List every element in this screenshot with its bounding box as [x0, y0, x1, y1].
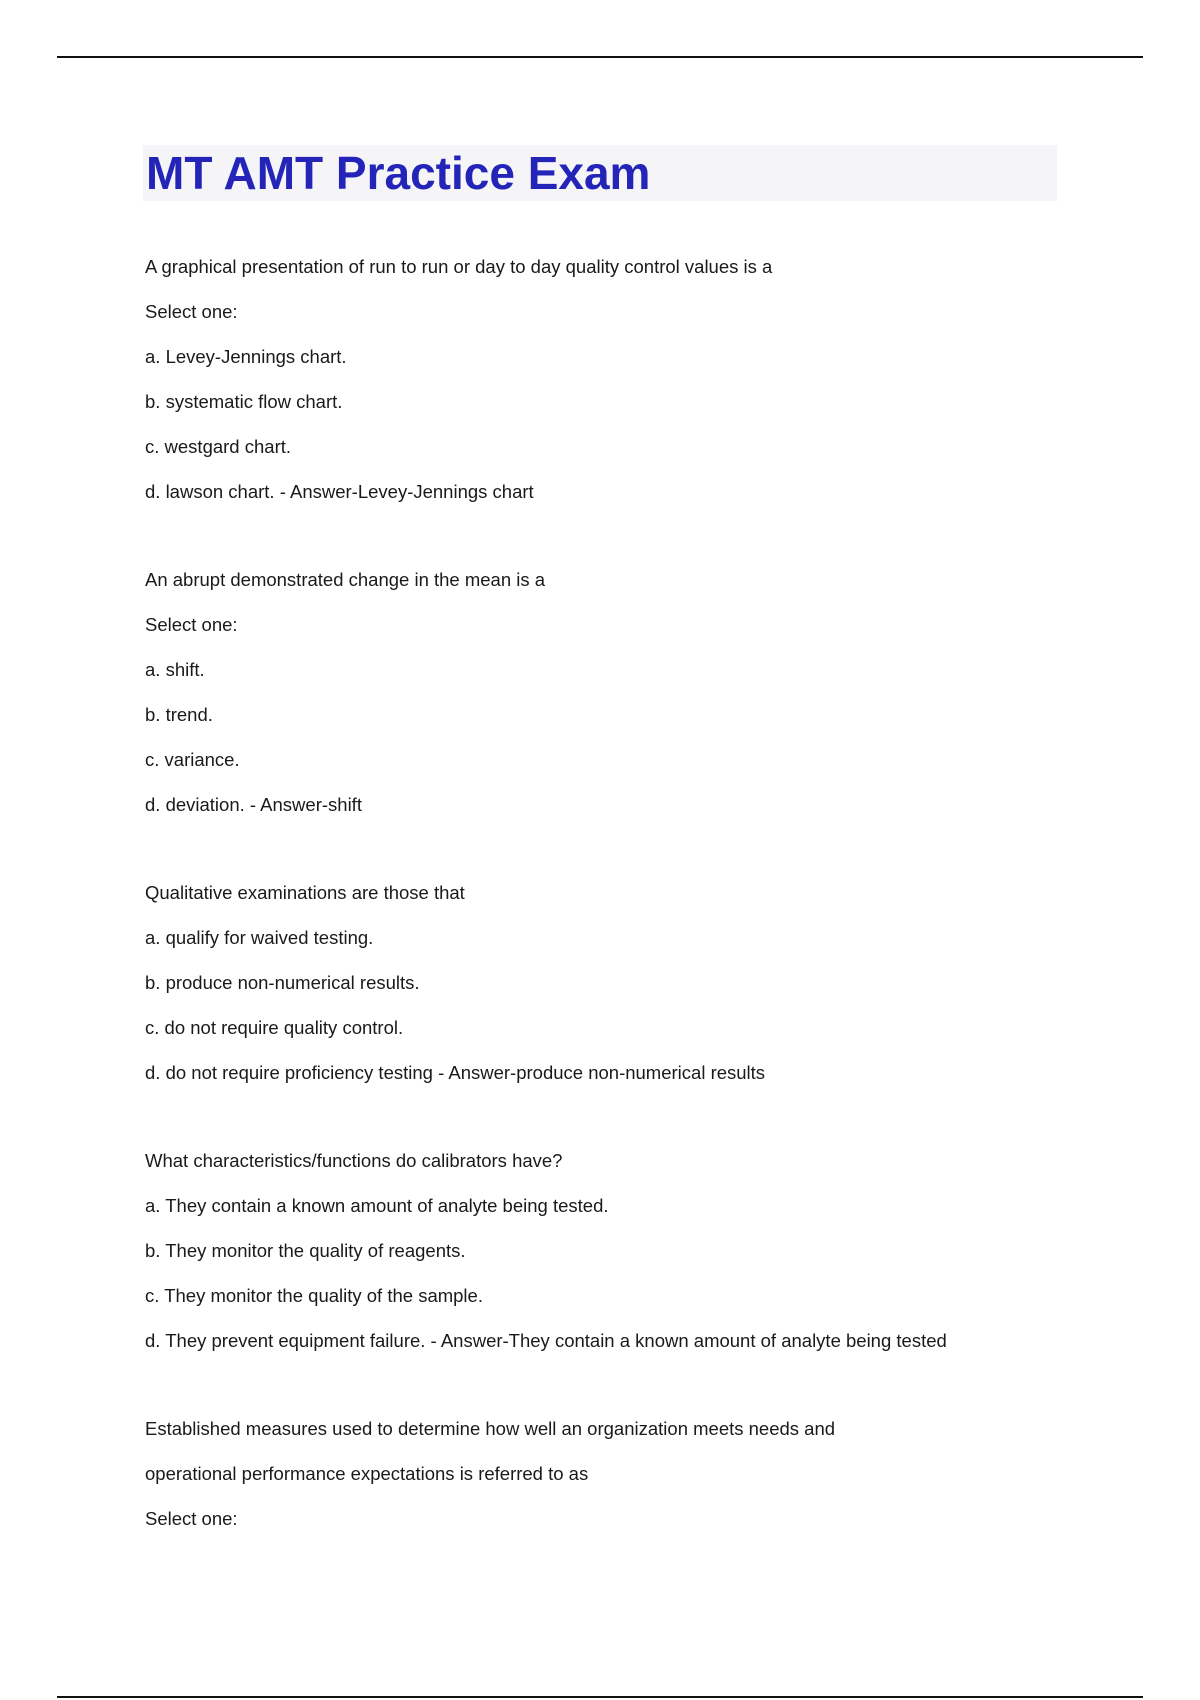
- question-text: Established measures used to determine how well an organization meets needs and: [145, 1418, 836, 1439]
- question-block: [145, 1406, 1085, 1541]
- question-text: Qualitative examinations are those that: [145, 882, 465, 903]
- option-d-with-answer: d. lawson chart. - Answer-Levey-Jennings chart: [145, 481, 534, 502]
- select-one-label: Select one:: [145, 614, 238, 635]
- option-c: c. westgard chart.: [145, 436, 292, 457]
- question-text: An abrupt demonstrated change in the mean is a: [145, 569, 546, 590]
- question-block: [145, 870, 1085, 1095]
- question-text: What characteristics/functions do calibrators have?: [145, 1150, 563, 1171]
- option-b: b. produce non-numerical results.: [145, 972, 420, 993]
- option-a: a. qualify for waived testing.: [145, 927, 374, 948]
- option-c: c. do not require quality control.: [145, 1017, 404, 1038]
- bottom-rule: [57, 1696, 1143, 1698]
- question-text: A graphical presentation of run to run or day to day quality control values is a: [145, 256, 773, 277]
- option-d-with-answer: d. do not require proficiency testing - Answer-produce non-numerical results: [145, 1062, 766, 1083]
- option-d-with-answer: d. deviation. - Answer-shift: [145, 794, 362, 815]
- option-b: b. They monitor the quality of reagents.: [145, 1240, 466, 1261]
- top-rule: [57, 56, 1143, 58]
- option-b: b. trend.: [145, 704, 213, 725]
- select-one-label: Select one:: [145, 301, 238, 322]
- option-a: a. Levey-Jennings chart.: [145, 346, 347, 367]
- option-c: c. They monitor the quality of the sample.: [145, 1285, 483, 1306]
- option-a: a. shift.: [145, 659, 205, 680]
- question-block: [145, 1138, 1085, 1363]
- question-block: [145, 557, 1085, 827]
- page-title: MT AMT Practice Exam: [146, 147, 651, 199]
- question-list: [145, 244, 1085, 1584]
- select-one-label: Select one:: [145, 1508, 238, 1529]
- question-text-continued: operational performance expectations is referred to as: [145, 1463, 589, 1484]
- option-d-with-answer: d. They prevent equipment failure. - Answer-They contain a known amount of analyte being tested: [145, 1330, 947, 1351]
- question-block: [145, 244, 1085, 514]
- option-b: b. systematic flow chart.: [145, 391, 343, 412]
- option-c: c. variance.: [145, 749, 240, 770]
- option-a: a. They contain a known amount of analyte being tested.: [145, 1195, 609, 1216]
